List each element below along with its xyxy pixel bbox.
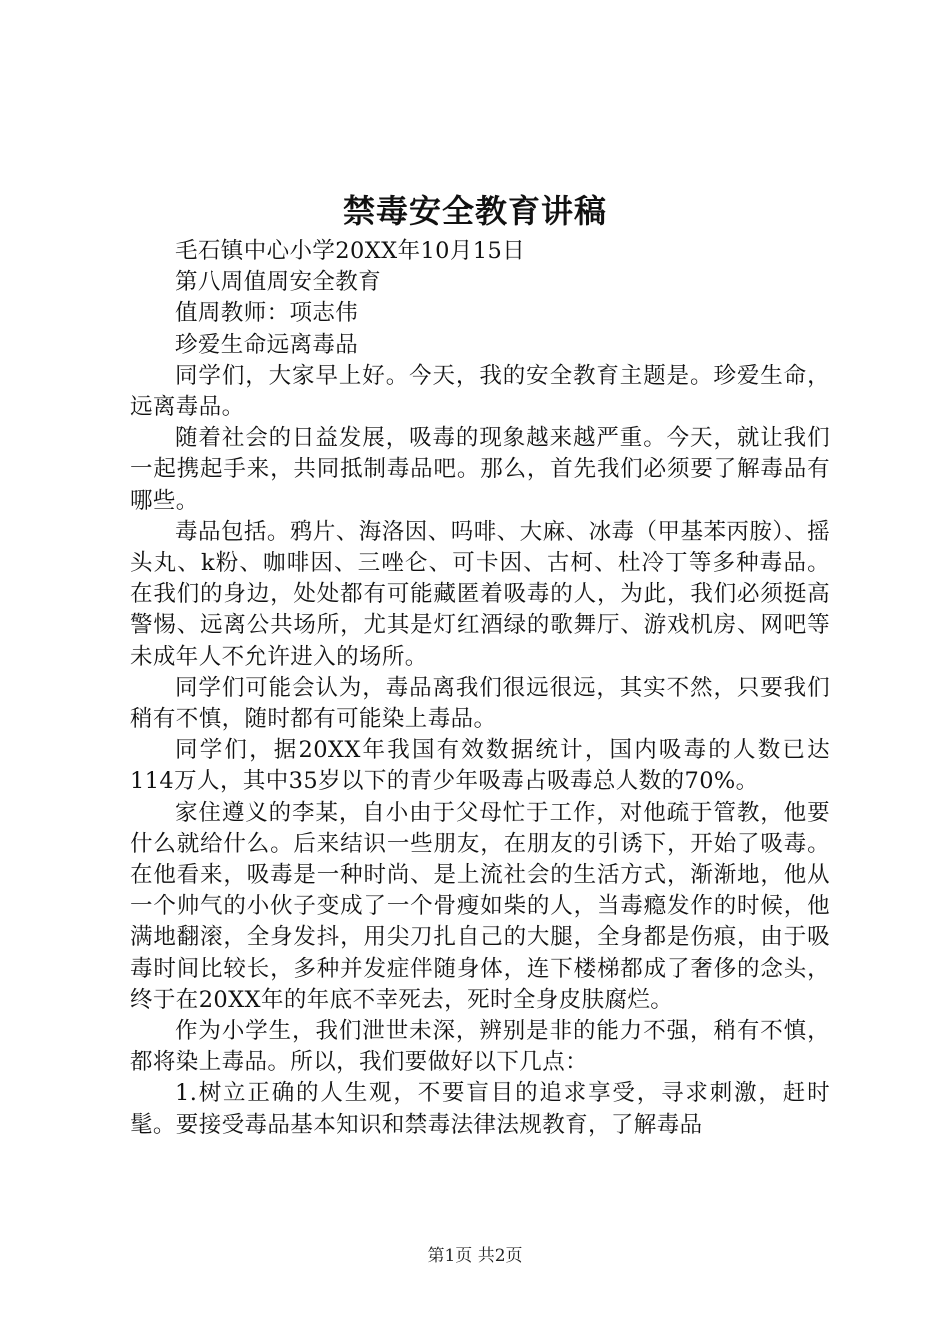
paragraph-drug-list: 毒品包括。鸦片、海洛因、吗啡、大麻、冰毒（甲基苯丙胺）、摇头丸、k粉、咖啡因、三唑仑、可卡因、古柯、杜冷丁等多种毒品。在我们的身边，处处都有可能藏匿着吸毒的人，为此，我们必须挺高警惕、远离公共场所，尤其是灯红酒绿的歌舞厅、游戏机房、网吧等未成年人不允许进入的场所。 (130, 518, 830, 670)
paragraph-intro: 随着社会的日益发展，吸毒的现象越来越严重。今天，就让我们一起携起手来，共同抵制毒品吧。那么，首先我们必须要了解毒品有哪些。 (130, 425, 830, 514)
week-line: 第八周值周安全教育 (175, 269, 382, 296)
paragraph-greeting: 同学们，大家早上好。今天，我的安全教育主题是。珍爱生命，远离毒品。 (130, 362, 830, 421)
teacher-line: 值周教师：项志伟 (175, 300, 359, 327)
school-date-line: 毛石镇中心小学20XX年10月15日 (175, 238, 526, 264)
document-body (130, 236, 830, 1141)
theme-line: 珍爱生命远离毒品 (175, 331, 359, 358)
document-title: 禁毒安全教育讲稿 (342, 192, 607, 230)
paragraph-student-advice: 作为小学生，我们泄世未深，辨别是非的能力不强，稍有不慎，都将染上毒品。所以，我们要做好以下几点： (130, 1018, 830, 1076)
paragraph-statistics: 同学们，据20XX年我国有效数据统计，国内吸毒的人数已达114万人，其中35岁以下的青少年吸毒占吸毒总人数的70%。 (130, 737, 830, 795)
paragraph-point-1: 1.树立正确的人生观，不要盲目的追求享受，寻求刺激，赶时髦。要接受毒品基本知识和禁毒法律法规教育，了解毒品 (130, 1080, 830, 1138)
paragraph-case-story: 家住遵义的李某，自小由于父母忙于工作，对他疏于管教，他要什么就给什么。后来结识一些朋友，在朋友的引诱下，开始了吸毒。在他看来，吸毒是一种时尚、是上流社会的生活方式，渐渐地，他从一个帅气的小伙子变成了一个骨瘦如柴的人，当毒瘾发作的时候，他满地翻滚，全身发抖，用尖刀扎自己的大腿，全身都是伤痕，由于吸毒时间比较长，多种并发症伴随身体，连下楼梯都成了奢侈的念头，终于在20XX年的年底不幸死去，死时全身皮肤腐烂。 (130, 799, 830, 1013)
paragraph-caution: 同学们可能会认为，毒品离我们很远很远，其实不然，只要我们稍有不慎，随时都有可能染上毒品。 (130, 674, 830, 733)
page-number-footer: 第1页 共2页 (427, 1246, 523, 1266)
